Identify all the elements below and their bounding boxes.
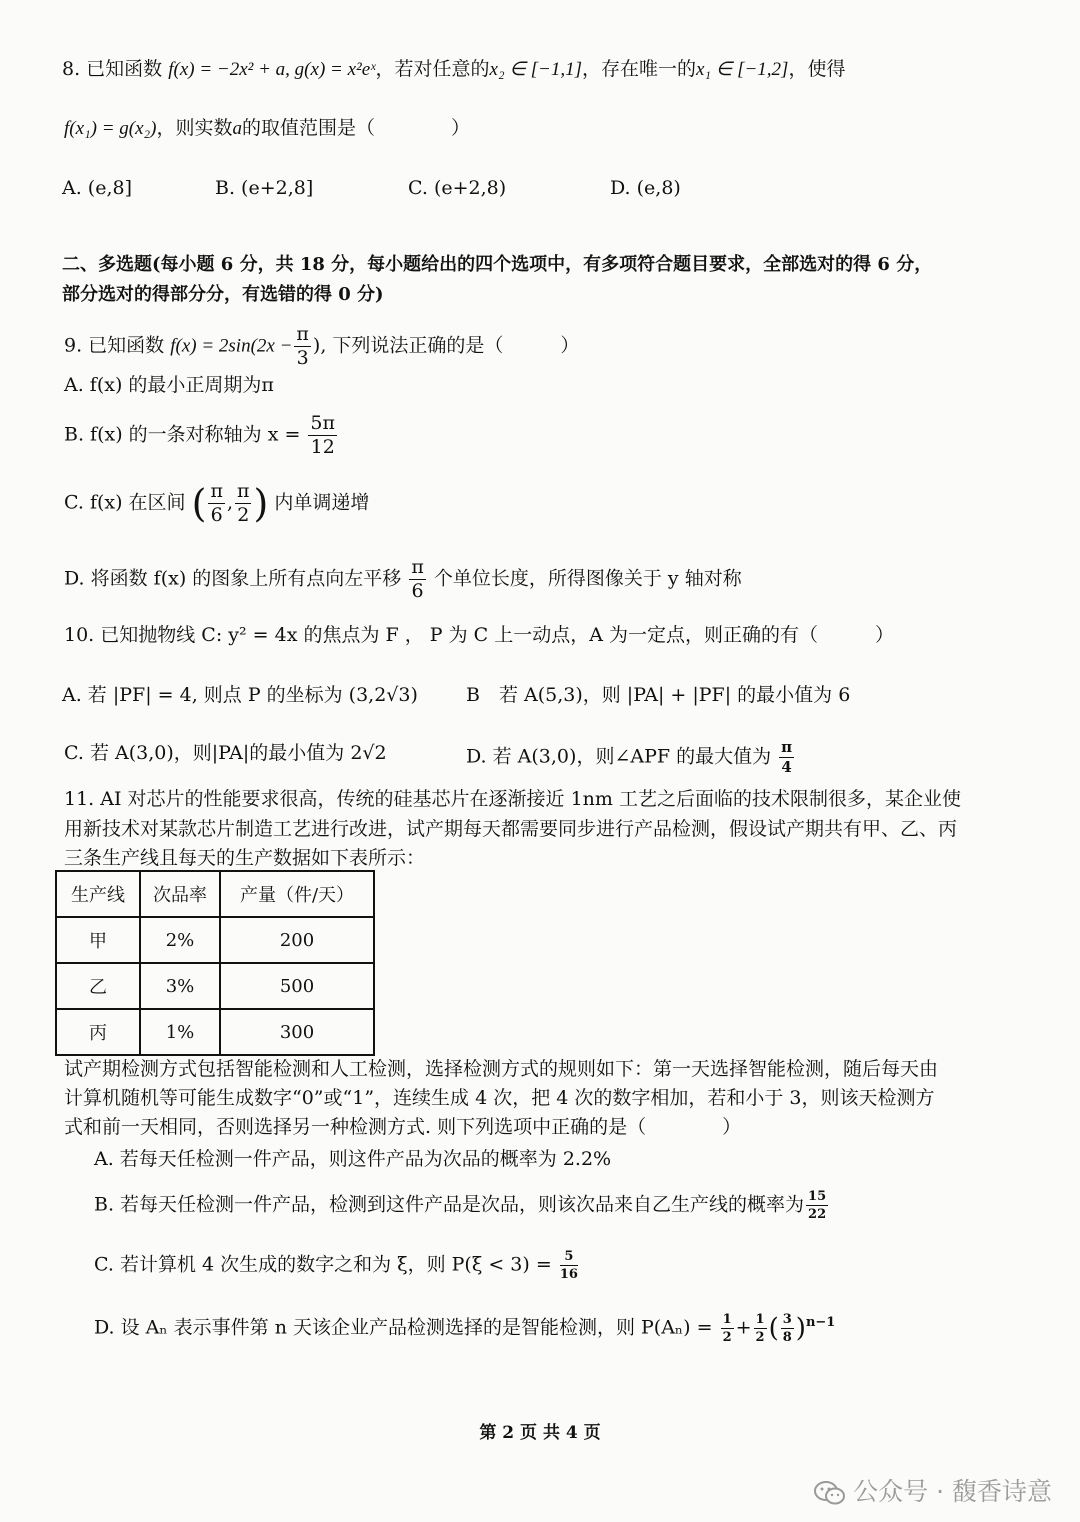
q11-d-h2: 2 — [722, 1329, 732, 1345]
q11-line3: 三条生产线且每天的生产数据如下表所示： — [64, 847, 426, 869]
q8-text-3: ，使得 — [788, 58, 846, 80]
table-header-cell: 产量（件/天） — [220, 871, 374, 917]
q11-d-h3: 1 — [755, 1311, 765, 1327]
table-cell: 500 — [220, 963, 374, 1009]
q11-b-num: 15 — [808, 1189, 827, 1204]
q11-b-frac — [806, 1190, 828, 1221]
q9-option-c: C. f(x) 在区间 ( $\frac{\pi}{6}$ , $\frac{\pi}{2}$ ) 内单调递增 — [64, 480, 370, 526]
q9-c-text: C. f(x) 在区间 — [64, 491, 186, 514]
q9-b-den: 12 — [310, 436, 335, 458]
q11-d-h4: 2 — [755, 1329, 765, 1345]
q9-frac-pi-3 — [294, 325, 311, 368]
q9-d-text: D. 将函数 f(x) 的图象上所有点向左平移 — [64, 567, 402, 590]
table-cell: 1% — [140, 1009, 220, 1055]
q8-option-a: A. (e,8] — [62, 177, 132, 199]
watermark — [813, 1472, 1052, 1508]
q9-c-paren-close: ) — [253, 481, 269, 526]
q8-line2 — [64, 115, 470, 142]
table-cell: 丙 — [56, 1009, 140, 1055]
q9-d-frac — [409, 558, 426, 601]
q10-option-c: C. 若 A(3,0)，则|PA|的最小值为 2√2 — [64, 742, 387, 764]
q11-d-text: D. 设 Aₙ 表示事件第 n 天该企业产品检测选择的是智能检测，则 P(Aₙ) = — [94, 1316, 713, 1339]
q11-d-paren-open: ( — [768, 1313, 779, 1344]
q11-b-den: 22 — [808, 1207, 827, 1222]
table-cell: 2% — [140, 917, 220, 963]
q11-d-p-num: 3 — [782, 1311, 792, 1327]
q8-text-4: ，则实数 — [156, 117, 233, 139]
q11-line4: 试产期检测方式包括智能检测和人工检测，选择检测方式的规则如下：第一天选择智能检测，随后每天由 — [64, 1058, 939, 1080]
table-row — [56, 917, 374, 963]
wechat-icon — [813, 1480, 847, 1506]
q11-line5: 计算机随机等可能生成数字“0”或“1”，连续生成 4 次，把 4 次的数字相加，若和小于 3，则该天检测方 — [64, 1087, 935, 1109]
q11-d-h1: 1 — [722, 1311, 732, 1327]
table-header-cell: 次品率 — [140, 871, 220, 917]
q9-option-b — [64, 414, 339, 457]
q8-stem-prefix: 8. 已知函数 — [62, 58, 163, 80]
q9-c-suffix: 内单调递增 — [274, 491, 370, 514]
table-cell: 乙 — [56, 963, 140, 1009]
q11-c-num: 5 — [560, 1250, 578, 1266]
q9-c-n1: π — [210, 480, 223, 502]
table-cell: 200 — [220, 917, 374, 963]
q11-option-c — [94, 1250, 580, 1281]
table-cell: 甲 — [56, 917, 140, 963]
table-row — [56, 963, 374, 1009]
section2-heading-line2: 部分选对的得部分分，有选错的得 0 分) — [62, 284, 384, 305]
q8-option-d: D. (e,8) — [610, 177, 681, 199]
q11-d-half1 — [721, 1313, 734, 1344]
q11-line2: 用新技术对某款芯片制造工艺进行改进，试产期每天都需要同步进行产品检测，假设试产期共有甲、乙、丙 — [64, 818, 958, 840]
q10-d-frac — [779, 740, 794, 775]
q11-d-plus: + — [735, 1316, 752, 1339]
q9-stem — [64, 325, 579, 368]
q11-option-d — [94, 1310, 835, 1344]
q10-d-den: 4 — [781, 758, 792, 776]
q8-question: 的取值范围是（ ） — [242, 117, 471, 139]
q11-d-p-den: 8 — [782, 1329, 792, 1345]
table-header-row — [56, 871, 374, 917]
q9-d-num: π — [411, 556, 424, 578]
q10-d-num: π — [781, 738, 793, 756]
q8-text-2: ，存在唯一的 — [581, 58, 696, 80]
q8-x2-domain: x₂ ∈ [−1,1] — [489, 59, 582, 80]
q8-functions: f(x) = −2x² + a, g(x) = x²eˣ — [168, 59, 376, 80]
q10-stem: 10. 已知抛物线 C: y² = 4x 的焦点为 F ， P 为 C 上一动点，A 为一定点，则正确的有（ ） — [64, 624, 894, 646]
section2-heading-line1: 二、多选题(每小题 6 分，共 18 分，每小题给出的四个选项中，有多项符合题目要求，全部选对的得 6 分， — [62, 254, 933, 275]
production-table — [55, 870, 375, 1056]
q9-frac-den: 3 — [296, 347, 309, 369]
q11-d-paren-close: ) — [795, 1313, 806, 1344]
table-cell: 300 — [220, 1009, 374, 1055]
q9-d-den: 6 — [411, 580, 424, 602]
q8-option-b: B. (e+2,8] — [215, 177, 314, 199]
q9-c-frac2 — [235, 482, 252, 525]
q9-stem-prefix: 9. 已知函数 — [64, 334, 165, 357]
q9-b-frac — [308, 414, 337, 457]
q9-option-d — [64, 558, 742, 601]
q8-equation: f(x₁) = g(x₂) — [64, 118, 157, 139]
q8-option-c: C. (e+2,8) — [408, 177, 507, 199]
q11-c-frac — [560, 1250, 578, 1281]
q9-c-n2: π — [236, 480, 250, 502]
q10-option-d — [466, 740, 796, 775]
q9-function: f(x) = 2sin(2x − — [170, 335, 293, 357]
q10-d-text: D. 若 A(3,0)，则∠APF 的最大值为 — [466, 745, 772, 768]
q9-d-suffix: 个单位长度，所得图像关于 y 轴对称 — [433, 567, 742, 590]
q11-d-half2 — [754, 1313, 767, 1344]
q9-c-d1: 6 — [210, 504, 223, 526]
watermark-text: 公众号 · 馥香诗意 — [853, 1477, 1052, 1506]
q11-line6: 式和前一天相同，否则选择另一种检测方式. 则下列选项中正确的是（ ） — [64, 1116, 742, 1138]
q9-c-d2: 2 — [237, 504, 250, 526]
q11-option-a: A. 若每天任检测一件产品，则这件产品为次品的概率为 2.2% — [94, 1148, 612, 1170]
q11-d-exponent: n−1 — [805, 1315, 836, 1330]
q10-option-b: B 若 A(5,3)，则 |PA| + |PF| 的最小值为 6 — [466, 684, 851, 706]
q11-b-text: B. 若每天任检测一件产品，检测到这件产品是次品，则该次品来自乙生产线的概率为 — [94, 1193, 805, 1216]
table-cell: 3% — [140, 963, 220, 1009]
q8-line1 — [62, 56, 845, 83]
table-row — [56, 1009, 374, 1055]
q8-x1-domain: x₁ ∈ [−1,2] — [696, 59, 789, 80]
q11-c-den: 16 — [559, 1267, 578, 1282]
q9-b-text: B. f(x) 的一条对称轴为 x = — [64, 423, 301, 446]
q9-stem-suffix: ), 下列说法正确的是（ ） — [312, 334, 580, 357]
q11-option-b — [94, 1190, 830, 1221]
q9-b-num: 5π — [310, 412, 335, 434]
q11-line1: 11. AI 对芯片的性能要求很高，传统的硅基芯片在逐渐接近 1nm 工艺之后面临的技术限制很多，某企业使 — [64, 788, 961, 810]
q8-var-a: a — [232, 118, 243, 139]
q11-d-power-frac — [781, 1313, 794, 1344]
q11-c-text: C. 若计算机 4 次生成的数字之和为 ξ，则 P(ξ < 3) = — [94, 1253, 552, 1276]
page-footer: 第 2 页 共 4 页 — [479, 1423, 601, 1443]
q9-option-a: A. f(x) 的最小正周期为π — [64, 374, 274, 396]
q9-c-paren-open: ( — [191, 481, 207, 526]
q10-option-a: A. 若 |PF| = 4, 则点 P 的坐标为 (3,2√3) — [62, 684, 418, 706]
table-header-cell: 生产线 — [56, 871, 140, 917]
q9-c-frac1 — [208, 482, 225, 525]
q8-text-1: ，若对任意的 — [375, 58, 490, 80]
q9-frac-num: π — [296, 323, 309, 345]
